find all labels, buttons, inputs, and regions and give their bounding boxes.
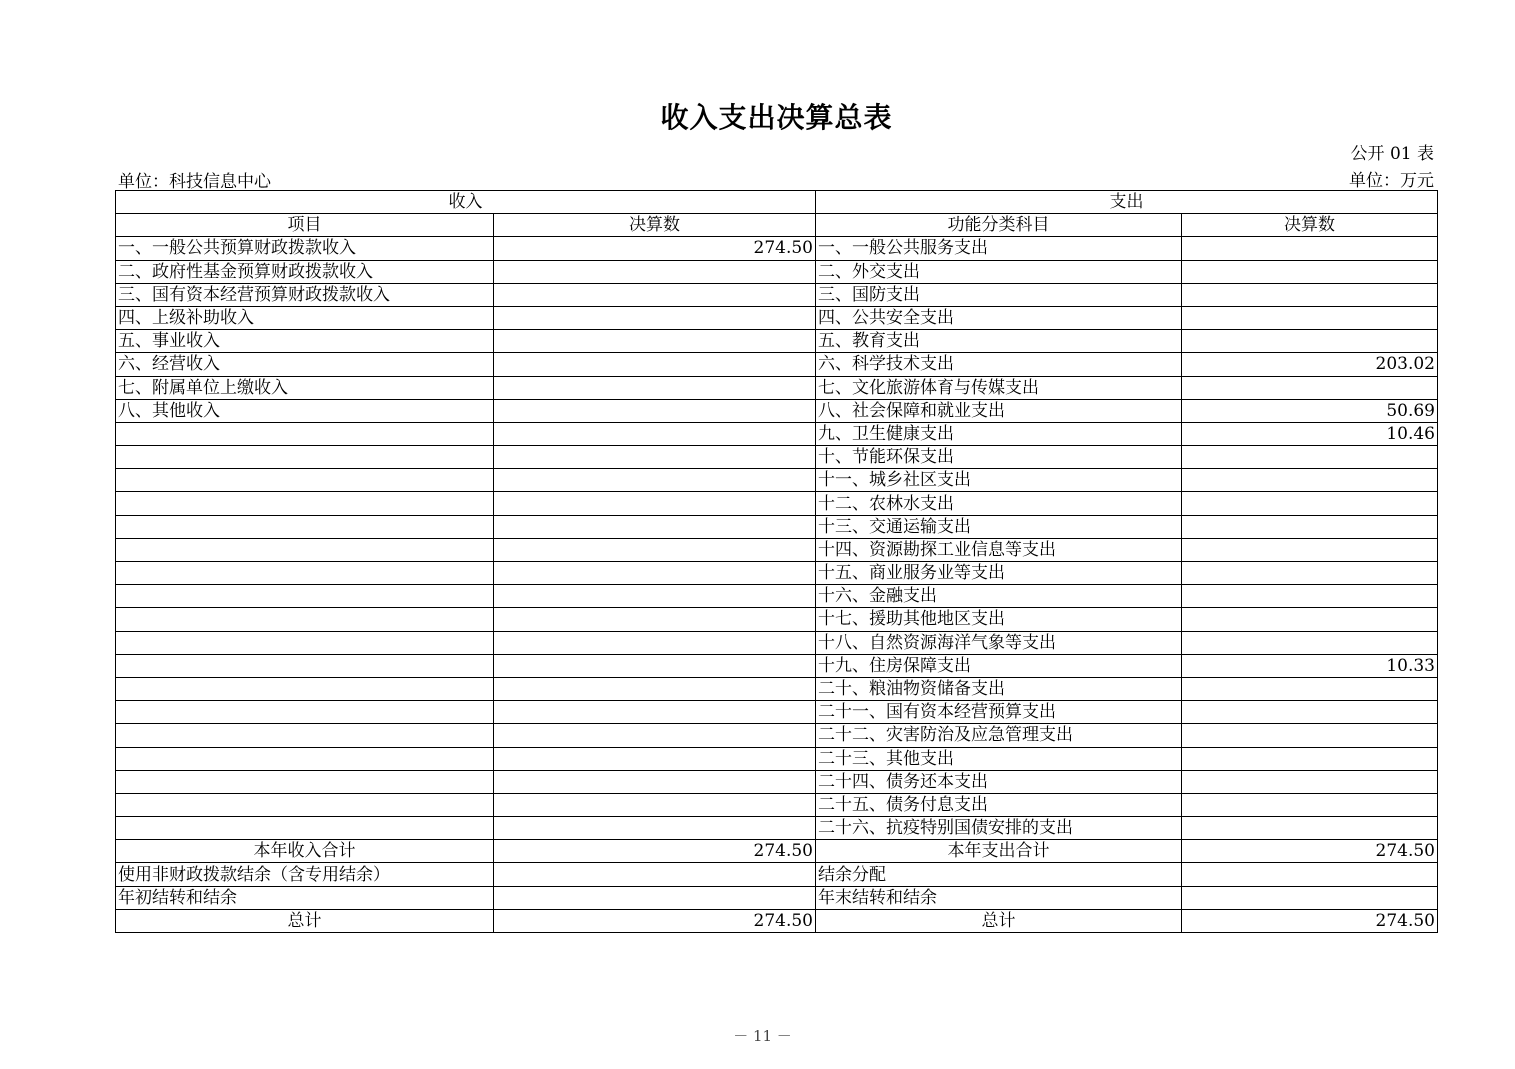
income-amount-cell: [494, 306, 816, 329]
grand-total-expense-label: 总计: [816, 909, 1182, 932]
income-item-cell: [116, 770, 494, 793]
income-amount-cell: [494, 422, 816, 445]
table-row: [116, 631, 1438, 654]
expense-amount-cell: 203.02: [1182, 353, 1438, 376]
expense-amount-cell: [1182, 283, 1438, 306]
expense-item-cell: 十二、农林水支出: [816, 492, 1182, 515]
income-amount-cell: [494, 631, 816, 654]
expense-total-label: 本年支出合计: [816, 840, 1182, 863]
expense-item-cell: 十一、城乡社区支出: [816, 469, 1182, 492]
income-amount-cell: [494, 701, 816, 724]
income-amount-cell: [494, 492, 816, 515]
income-item-cell: 四、上级补助收入: [116, 306, 494, 329]
expense-amount-cell: [1182, 446, 1438, 469]
grand-total-income-value: 274.50: [494, 909, 816, 932]
expense-item-cell: 二十四、债务还本支出: [816, 770, 1182, 793]
table-row: [116, 654, 1438, 677]
table-row: [116, 283, 1438, 306]
expense-item-cell: 九、卫生健康支出: [816, 422, 1182, 445]
table-row: [116, 724, 1438, 747]
income-item-cell: [116, 701, 494, 724]
begin-carry-label: 年初结转和结余: [116, 886, 494, 909]
expense-item-cell: 三、国防支出: [816, 283, 1182, 306]
expense-item-cell: 六、科学技术支出: [816, 353, 1182, 376]
table-row: [116, 538, 1438, 561]
page-title: 收入支出决算总表: [660, 101, 893, 134]
expense-item-cell: 十九、住房保障支出: [816, 654, 1182, 677]
table-row: [116, 260, 1438, 283]
expense-amount-cell: [1182, 538, 1438, 561]
income-amount-cell: [494, 538, 816, 561]
unit-organization: 单位：科技信息中心: [118, 172, 271, 192]
table-row: [116, 446, 1438, 469]
grand-total-expense-value: 274.50: [1182, 909, 1438, 932]
table-row: [116, 701, 1438, 724]
income-item-cell: [116, 422, 494, 445]
expense-item-cell: 二十、粮油物资储备支出: [816, 677, 1182, 700]
unit-currency: 单位：万元: [1349, 171, 1434, 191]
begin-carry-value: [494, 886, 816, 909]
expense-item-cell: 四、公共安全支出: [816, 306, 1182, 329]
column-header-row: [116, 214, 1438, 237]
income-item-cell: [116, 492, 494, 515]
expense-amount-cell: [1182, 677, 1438, 700]
expense-item-cell: 二十一、国有资本经营预算支出: [816, 701, 1182, 724]
income-item-cell: [116, 446, 494, 469]
expense-item-cell: 十、节能环保支出: [816, 446, 1182, 469]
expense-item-header: 功能分类科目: [816, 214, 1182, 237]
expense-item-cell: 十八、自然资源海洋气象等支出: [816, 631, 1182, 654]
expense-amount-cell: [1182, 770, 1438, 793]
table-row: [116, 376, 1438, 399]
expense-amount-cell: 10.46: [1182, 422, 1438, 445]
income-item-cell: [116, 631, 494, 654]
table-row: [116, 492, 1438, 515]
table-row: [116, 817, 1438, 840]
form-number: 公开 01 表: [1350, 144, 1434, 164]
income-item-cell: 五、事业收入: [116, 330, 494, 353]
expense-amount-cell: [1182, 330, 1438, 353]
income-item-header: 项目: [116, 214, 494, 237]
year-total-row: [116, 840, 1438, 863]
income-amount-cell: [494, 817, 816, 840]
table-row: [116, 330, 1438, 353]
income-item-cell: [116, 585, 494, 608]
income-amount-cell: [494, 469, 816, 492]
table-row: [116, 677, 1438, 700]
expense-amount-cell: [1182, 608, 1438, 631]
nonfiscal-value: [494, 863, 816, 886]
expense-item-cell: 八、社会保障和就业支出: [816, 399, 1182, 422]
expense-item-cell: 二、外交支出: [816, 260, 1182, 283]
expense-amount-header: 决算数: [1182, 214, 1438, 237]
expense-item-cell: 五、教育支出: [816, 330, 1182, 353]
end-carry-value: [1182, 886, 1438, 909]
income-item-cell: 八、其他收入: [116, 399, 494, 422]
income-amount-cell: [494, 515, 816, 538]
expense-amount-cell: 50.69: [1182, 399, 1438, 422]
income-amount-cell: [494, 724, 816, 747]
income-item-cell: [116, 724, 494, 747]
income-amount-cell: [494, 446, 816, 469]
expense-amount-cell: [1182, 515, 1438, 538]
income-amount-cell: [494, 677, 816, 700]
expense-amount-cell: [1182, 631, 1438, 654]
table-row: [116, 585, 1438, 608]
grand-total-income-label: 总计: [116, 909, 494, 932]
table-row: [116, 793, 1438, 816]
nonfiscal-label: 使用非财政拨款结余（含专用结余）: [116, 863, 494, 886]
income-total-value: 274.50: [494, 840, 816, 863]
expense-item-cell: 二十五、债务付息支出: [816, 793, 1182, 816]
expense-item-cell: 二十二、灾害防治及应急管理支出: [816, 724, 1182, 747]
page-number: － 11 －: [733, 1027, 792, 1045]
expense-total-value: 274.50: [1182, 840, 1438, 863]
expense-item-cell: 二十六、抗疫特别国债安排的支出: [816, 817, 1182, 840]
income-item-cell: [116, 562, 494, 585]
expense-amount-cell: [1182, 562, 1438, 585]
income-amount-cell: [494, 585, 816, 608]
expense-amount-cell: 10.33: [1182, 654, 1438, 677]
expense-item-cell: 十六、金融支出: [816, 585, 1182, 608]
income-item-cell: [116, 538, 494, 561]
income-amount-cell: [494, 770, 816, 793]
expense-amount-cell: [1182, 585, 1438, 608]
income-amount-cell: [494, 399, 816, 422]
nonfiscal-row: [116, 863, 1438, 886]
table-body: [116, 191, 1438, 840]
expense-amount-cell: [1182, 724, 1438, 747]
grand-total-row: [116, 909, 1438, 932]
expense-amount-cell: [1182, 260, 1438, 283]
income-item-cell: 一、一般公共预算财政拨款收入: [116, 237, 494, 260]
income-amount-cell: [494, 330, 816, 353]
income-item-cell: [116, 793, 494, 816]
income-amount-cell: [494, 283, 816, 306]
table-row: [116, 399, 1438, 422]
income-expense-table: [115, 190, 1438, 933]
income-amount-cell: [494, 793, 816, 816]
table-row: [116, 469, 1438, 492]
section-header-row: [116, 191, 1438, 214]
income-amount-cell: [494, 562, 816, 585]
summary-body: [116, 840, 1438, 933]
income-item-cell: 六、经营收入: [116, 353, 494, 376]
expense-amount-cell: [1182, 492, 1438, 515]
table-row: [116, 353, 1438, 376]
expense-amount-cell: [1182, 747, 1438, 770]
income-amount-cell: [494, 654, 816, 677]
expense-item-cell: 十三、交通运输支出: [816, 515, 1182, 538]
table-row: [116, 422, 1438, 445]
carryover-row: [116, 886, 1438, 909]
income-item-cell: [116, 608, 494, 631]
end-carry-label: 年末结转和结余: [816, 886, 1182, 909]
income-item-cell: 三、国有资本经营预算财政拨款收入: [116, 283, 494, 306]
expense-amount-cell: [1182, 376, 1438, 399]
income-amount-cell: [494, 260, 816, 283]
table-row: [116, 515, 1438, 538]
expense-amount-cell: [1182, 469, 1438, 492]
table-row: [116, 608, 1438, 631]
income-total-label: 本年收入合计: [116, 840, 494, 863]
table-row: [116, 562, 1438, 585]
table-row: [116, 747, 1438, 770]
income-amount-cell: 274.50: [494, 237, 816, 260]
expense-amount-cell: [1182, 701, 1438, 724]
surplus-alloc-value: [1182, 863, 1438, 886]
expense-item-cell: 七、文化旅游体育与传媒支出: [816, 376, 1182, 399]
income-amount-cell: [494, 747, 816, 770]
expense-section-header: 支出: [816, 191, 1438, 214]
table-row: [116, 770, 1438, 793]
income-item-cell: [116, 817, 494, 840]
expense-item-cell: 十五、商业服务业等支出: [816, 562, 1182, 585]
income-amount-header: 决算数: [494, 214, 816, 237]
table-row: [116, 306, 1438, 329]
surplus-alloc-label: 结余分配: [816, 863, 1182, 886]
income-item-cell: 七、附属单位上缴收入: [116, 376, 494, 399]
table-row: [116, 237, 1438, 260]
expense-amount-cell: [1182, 237, 1438, 260]
expense-amount-cell: [1182, 817, 1438, 840]
expense-amount-cell: [1182, 306, 1438, 329]
income-item-cell: [116, 654, 494, 677]
income-item-cell: [116, 469, 494, 492]
income-amount-cell: [494, 608, 816, 631]
expense-item-cell: 二十三、其他支出: [816, 747, 1182, 770]
income-amount-cell: [494, 376, 816, 399]
income-item-cell: [116, 677, 494, 700]
expense-item-cell: 十七、援助其他地区支出: [816, 608, 1182, 631]
income-section-header: 收入: [116, 191, 816, 214]
income-item-cell: [116, 747, 494, 770]
income-item-cell: [116, 515, 494, 538]
expense-item-cell: 十四、资源勘探工业信息等支出: [816, 538, 1182, 561]
expense-item-cell: 一、一般公共服务支出: [816, 237, 1182, 260]
expense-amount-cell: [1182, 793, 1438, 816]
income-amount-cell: [494, 353, 816, 376]
income-item-cell: 二、政府性基金预算财政拨款收入: [116, 260, 494, 283]
